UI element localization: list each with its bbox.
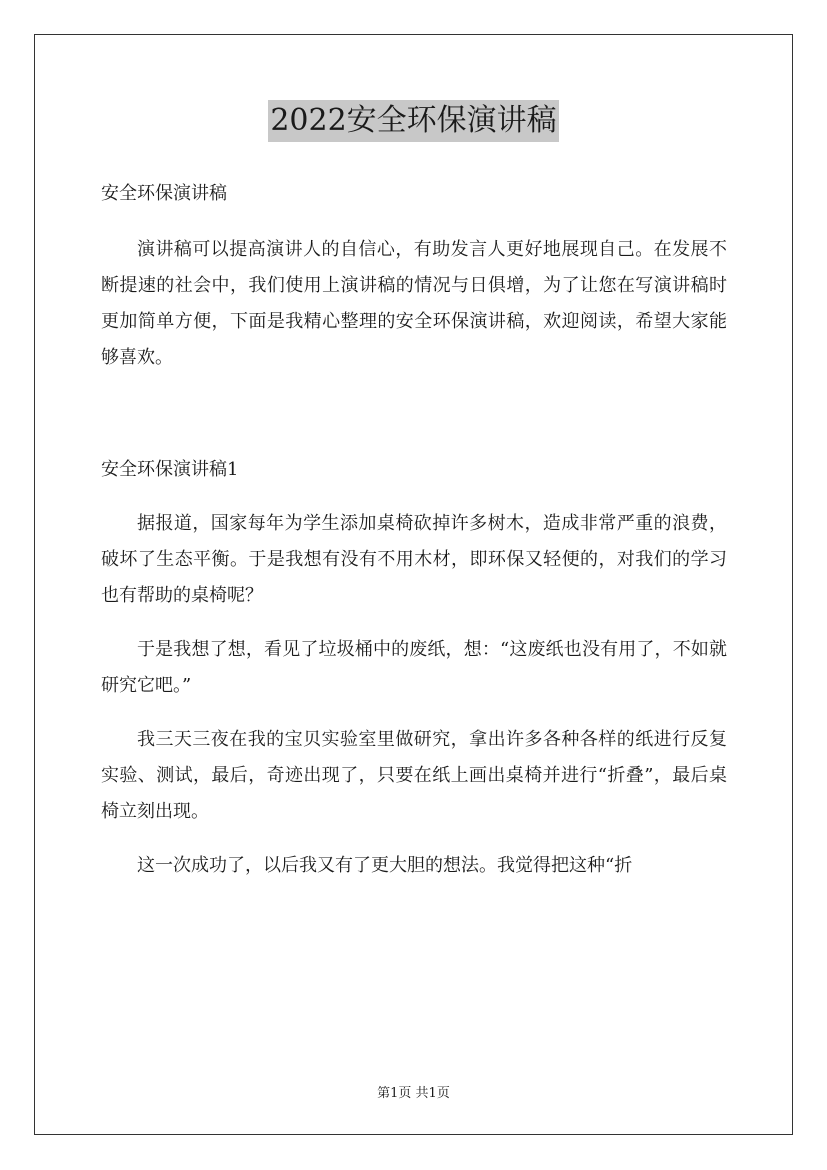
section-1-heading: 安全环保演讲稿1 [101, 459, 239, 480]
section-1-paragraph: 于是我想了想，看见了垃圾桶中的废纸，想：“这废纸也没有用了，不如就研究它吧。” [101, 639, 727, 696]
document-title: 2022安全环保演讲稿 [268, 100, 558, 142]
intro-heading: 安全环保演讲稿 [101, 183, 227, 204]
page-number-footer: 第1页 共1页 [377, 1086, 450, 1101]
section-1-paragraph: 我三天三夜在我的宝贝实验室里做研究，拿出许多各种各样的纸进行反复实验、测试，最后，奇迹出现了，只要在纸上画出桌椅并进行“折叠”，最后桌椅立刻出现。 [101, 729, 727, 822]
section-1-paragraph: 这一次成功了，以后我又有了更大胆的想法。我觉得把这种“折 [137, 855, 633, 876]
section-1-paragraph: 据报道，国家每年为学生添加桌椅砍掉许多树木，造成非常严重的浪费，破坏了生态平衡。于是我想有没有不用木材，即环保又轻便的，对我们的学习也有帮助的桌椅呢？ [101, 513, 727, 606]
document-title-wrapper [0, 100, 827, 142]
intro-paragraph: 演讲稿可以提高演讲人的自信心，有助发言人更好地展现自己。在发展不断提速的社会中，我们使用上演讲稿的情况与日俱增，为了让您在写演讲稿时更加简单方便，下面是我精心整理的安全环保演讲稿，欢迎阅读，希望大家能够喜欢。 [101, 239, 727, 368]
document-body [101, 176, 727, 884]
